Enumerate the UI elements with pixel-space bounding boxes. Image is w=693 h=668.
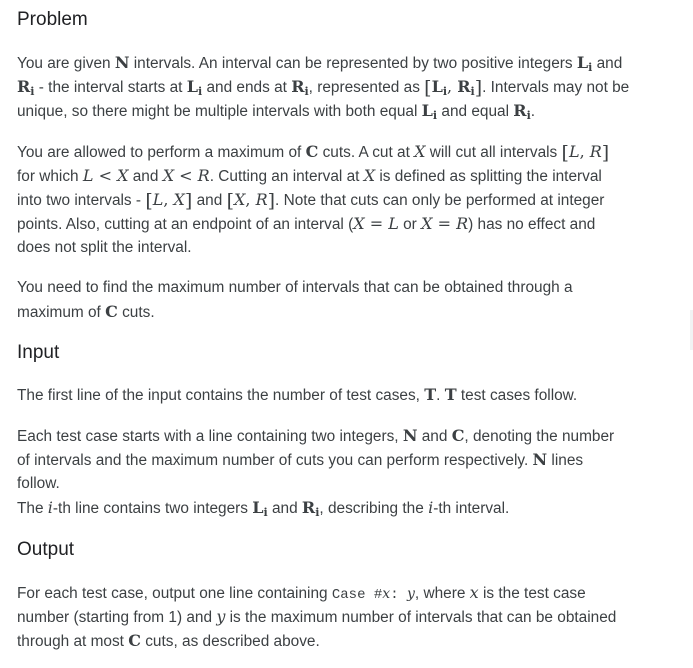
math-l: L	[152, 190, 164, 209]
math-r: R	[255, 190, 268, 209]
text-run: points. Also, cutting at an endpoint of an interval (	[17, 216, 354, 233]
text-run: and	[267, 500, 302, 517]
math-sub-i: i	[263, 506, 268, 519]
math-sub-i: i	[470, 85, 475, 98]
math-r: R	[456, 214, 469, 233]
math-comma: ,	[163, 190, 174, 209]
text-run: lines	[547, 452, 584, 469]
math-n: N	[402, 426, 418, 445]
math-sub-i: i	[198, 85, 203, 98]
math-l: L	[388, 214, 399, 233]
paragraph-line	[17, 142, 609, 163]
paragraph-line	[17, 498, 509, 523]
math-bracket: ]	[601, 142, 610, 164]
paragraph-line	[17, 385, 577, 406]
math-bracket: [	[561, 142, 569, 164]
text-run: , denoting the number	[464, 428, 615, 445]
text-run: and equal	[437, 103, 514, 120]
text-run: , describing the	[319, 500, 429, 517]
math-y-lower: y	[216, 607, 226, 626]
math-c: C	[305, 142, 319, 161]
math-c: C	[105, 302, 118, 321]
text-run: , where	[414, 585, 470, 602]
text-run: .	[436, 387, 445, 404]
text-run: and	[592, 55, 623, 72]
math-lt: <	[174, 166, 198, 185]
math-n: N	[532, 450, 548, 469]
math-bracket: ]	[267, 190, 276, 212]
math-l: L	[421, 101, 433, 120]
code-run: Case #	[331, 587, 383, 603]
text-run: for which	[17, 168, 83, 185]
text-run: - the interval starts at	[34, 79, 187, 96]
math-l: L	[82, 166, 94, 185]
paragraph-line	[17, 302, 155, 323]
paragraph-line	[17, 426, 614, 447]
math-x: X	[173, 190, 185, 209]
text-run: through at most	[17, 633, 129, 650]
text-run: .	[530, 103, 536, 120]
math-r: R	[301, 498, 316, 517]
text-run: number (starting from 1) and	[17, 609, 217, 626]
text-run: or	[398, 216, 422, 233]
math-l: L	[186, 77, 198, 96]
text-run: intervals. An interval can be represented by two positive integers	[129, 55, 577, 72]
paragraph-line: follow.	[17, 475, 60, 492]
text-run: cuts. A cut at	[318, 144, 415, 161]
math-bracket: [	[424, 77, 432, 99]
paragraph-line	[17, 214, 595, 235]
code-var-x: x	[382, 586, 391, 602]
section-title-output: Output	[17, 539, 75, 560]
math-bracket: ]	[474, 77, 483, 99]
math-lt: <	[93, 166, 118, 185]
paragraph-line: You need to find the maximum number of intervals that can be obtained through a	[17, 279, 573, 296]
text-run: The	[17, 500, 48, 517]
math-sub-i: i	[304, 85, 309, 98]
text-run: . Cutting an interval at	[209, 168, 364, 185]
math-r: R	[457, 77, 471, 96]
text-run: is the test case	[478, 585, 586, 602]
math-x: X	[363, 166, 376, 185]
math-comma: ,	[447, 77, 458, 96]
section-title-problem: Problem	[17, 9, 88, 30]
text-run: maximum of	[17, 304, 106, 321]
math-i: i	[47, 498, 53, 517]
math-eq: =	[432, 214, 457, 233]
paragraph-line	[17, 77, 629, 102]
math-sub-i: i	[30, 85, 35, 98]
paragraph-line	[17, 631, 320, 652]
text-run: You are given	[17, 55, 115, 72]
math-sub-i: i	[432, 109, 438, 122]
math-l: L	[431, 77, 443, 96]
math-l: L	[568, 142, 580, 161]
text-run: unique, so there might be multiple intervals with both equal	[17, 103, 422, 120]
math-r: R	[513, 101, 527, 120]
text-run: . Note that cuts can only be performed at integer	[275, 192, 605, 209]
math-r: R	[17, 77, 31, 96]
math-c: C	[128, 631, 141, 650]
paragraph-line	[17, 450, 583, 471]
math-x: X	[414, 142, 426, 161]
math-t: T	[444, 385, 457, 404]
text-run: Each test case starts with a line containing two integers,	[17, 428, 403, 445]
math-i: i	[428, 498, 434, 517]
math-eq: =	[364, 214, 389, 233]
text-run: will cut all intervals	[425, 144, 562, 161]
text-run: of intervals and the maximum number of cuts you can perform respectively.	[17, 452, 533, 469]
paragraph-line	[17, 166, 602, 187]
math-sub-i: i	[442, 85, 448, 98]
math-x-lower: x	[469, 583, 479, 602]
math-n: N	[114, 53, 130, 72]
math-x: X	[353, 214, 365, 233]
text-run: The first line of the input contains the number of test cases,	[17, 387, 425, 404]
paragraph-line	[17, 583, 586, 605]
paragraph-line	[17, 607, 616, 628]
math-comma: ,	[579, 142, 590, 161]
code-var-y: y	[407, 586, 415, 602]
section-title-input: Input	[17, 342, 60, 363]
math-l: L	[252, 498, 264, 517]
case-format-code	[332, 587, 415, 603]
text-run: and ends at	[202, 79, 292, 96]
text-run: -th interval.	[433, 500, 510, 517]
math-c: C	[451, 426, 465, 445]
paragraph-line	[17, 101, 535, 126]
math-sub-i: i	[526, 109, 531, 122]
math-bracket: [	[226, 190, 234, 212]
math-bracket: [	[145, 190, 153, 212]
text-run: . Intervals may not be	[482, 79, 630, 96]
math-sub-i: i	[315, 506, 320, 519]
math-sub-i: i	[588, 61, 593, 74]
math-comma: ,	[245, 190, 256, 209]
text-run: and	[192, 192, 227, 209]
math-x: X	[234, 190, 246, 209]
text-run: and	[417, 428, 452, 445]
text-run: ) has no effect and	[468, 216, 596, 233]
math-l: L	[576, 53, 589, 72]
text-run: For each test case, output one line containing	[17, 585, 332, 602]
text-run: into two intervals -	[17, 192, 146, 209]
text-run: and	[128, 168, 163, 185]
math-x: X	[117, 166, 129, 185]
math-x: X	[421, 214, 433, 233]
text-run: test cases follow.	[456, 387, 578, 404]
text-run: -th line contains two integers	[52, 500, 253, 517]
math-bracket: ]	[184, 190, 193, 212]
code-run: :	[390, 587, 407, 603]
paragraph-line	[17, 190, 604, 211]
paragraph-line: does not split the interval.	[17, 239, 192, 256]
paragraph-line	[17, 53, 622, 78]
math-r: R	[291, 77, 305, 96]
text-run: cuts, as described above.	[140, 633, 320, 650]
math-x: X	[162, 166, 175, 185]
text-run: , represented as	[308, 79, 425, 96]
text-run: is defined as splitting the interval	[375, 168, 602, 185]
math-r: R	[197, 166, 210, 185]
text-run: is the maximum number of intervals that can be obtained	[225, 609, 617, 626]
math-r: R	[589, 142, 602, 161]
text-run: You are allowed to perform a maximum of	[17, 144, 306, 161]
text-run: cuts.	[117, 304, 155, 321]
math-t: T	[424, 385, 437, 404]
